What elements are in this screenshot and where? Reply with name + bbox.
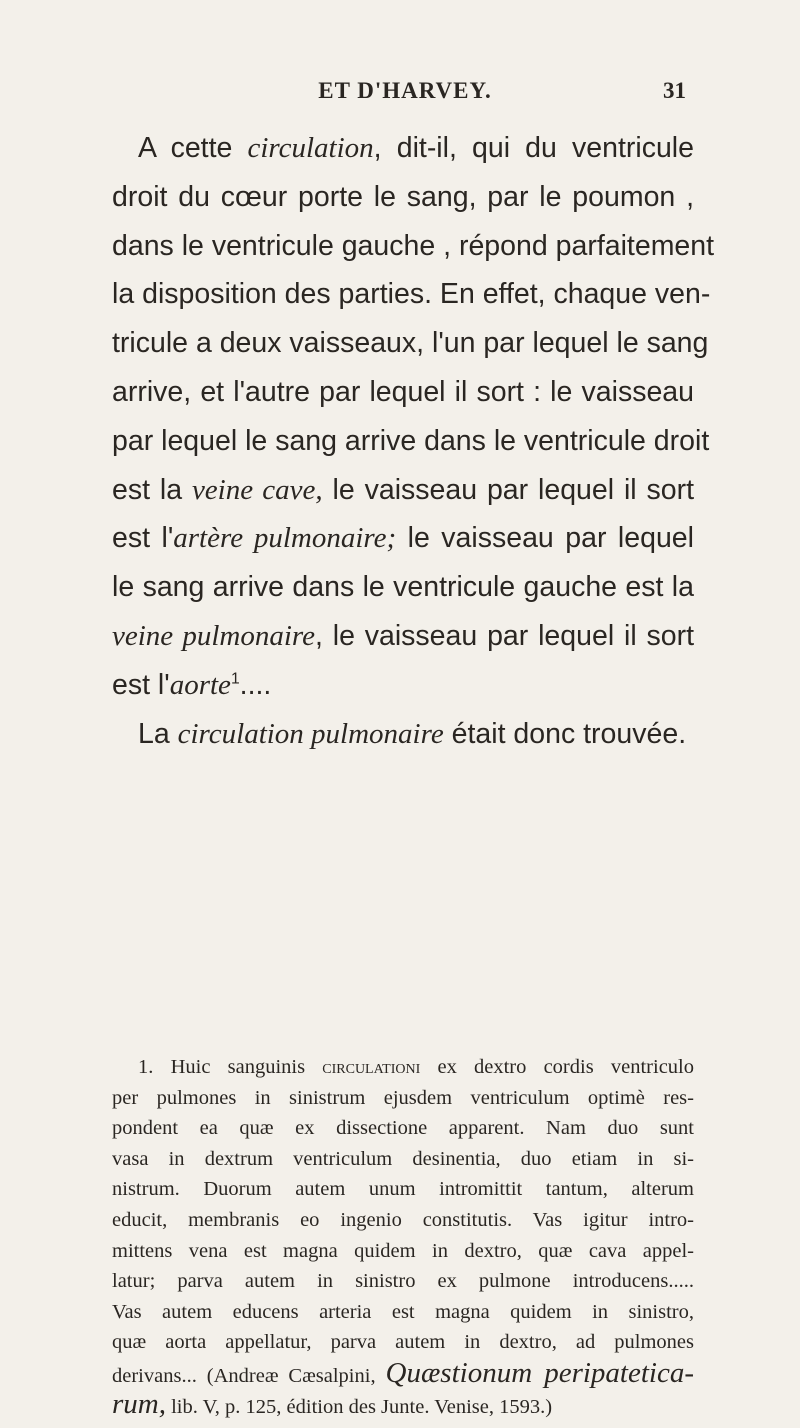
text-line: le sang arrive dans le ventricule gauche est la bbox=[112, 571, 694, 604]
italic-term: veine cave, bbox=[191, 473, 323, 506]
footnote-line: latur; parva autem in sinistro ex pulmone introducens..... bbox=[112, 1270, 694, 1293]
text-line bbox=[112, 514, 694, 563]
text-span: est l' bbox=[112, 668, 170, 701]
page-header bbox=[110, 78, 700, 112]
footnote-line: vasa in dextrum ventriculum desinentia, duo etiam in si- bbox=[112, 1147, 694, 1170]
text-span: était donc trouvée. bbox=[443, 717, 687, 750]
text-span: 1. Huic sanguinis bbox=[138, 1056, 323, 1078]
main-paragraph bbox=[112, 124, 715, 758]
text-span: ex dextro cordis ventriculo bbox=[420, 1056, 694, 1078]
running-title: ET D'HARVEY. bbox=[318, 78, 492, 103]
text-span: lib. V, p. 125, édition des Junte. Venise, 1593.) bbox=[165, 1395, 553, 1418]
text-line bbox=[112, 612, 694, 661]
footnote-line bbox=[112, 1052, 694, 1083]
text-line: arrive, et l'autre par lequel il sort : le vaisseau bbox=[112, 375, 694, 408]
text-span: A cette bbox=[138, 132, 248, 164]
footnote-line bbox=[112, 1358, 694, 1389]
text-line: la disposition des parties. En effet, chaque ven- bbox=[112, 278, 711, 311]
text-line: tricule a deux vaisseaux, l'un par lequel le sang bbox=[112, 327, 709, 360]
text-line bbox=[112, 466, 694, 515]
footnote-line: pondent ea quæ ex dissectione apparent. Nam duo sunt bbox=[112, 1117, 694, 1140]
text-span: , dit-il, qui du ventricule bbox=[373, 132, 694, 164]
footnote-marker: 1 bbox=[230, 670, 240, 688]
text-span: le vaisseau par lequel bbox=[396, 522, 694, 555]
text-span: derivans... (Andreæ Cæsalpini, bbox=[112, 1364, 386, 1387]
text-line bbox=[112, 124, 694, 173]
text-span: le vaisseau par lequel il sort bbox=[322, 473, 694, 506]
small-caps-term: circulationi bbox=[322, 1056, 421, 1078]
footnote bbox=[112, 1052, 694, 1419]
text-line bbox=[112, 710, 694, 759]
page-number: 31 bbox=[663, 78, 686, 103]
footnote-line: mittens vena est magna quidem in dextro, quæ cava appel- bbox=[112, 1239, 694, 1262]
footnote-line: Vas autem educens arteria est magna quidem in sinistro, bbox=[112, 1300, 694, 1323]
text-line bbox=[112, 661, 694, 710]
italic-term: Quæstionum peripatetica- bbox=[385, 1356, 694, 1389]
italic-term: rum, bbox=[112, 1387, 166, 1420]
italic-term: aorte bbox=[169, 668, 231, 701]
footnote-line: per pulmones in sinistrum ejusdem ventriculum optimè res- bbox=[112, 1086, 694, 1109]
text-line: droit du cœur porte le sang, par le poumon , bbox=[112, 180, 694, 213]
italic-term: circulation bbox=[247, 132, 374, 164]
text-span: est l' bbox=[112, 522, 174, 555]
text-line: dans le ventricule gauche , répond parfaitement bbox=[112, 229, 715, 262]
footnote-line bbox=[112, 1389, 694, 1420]
text-span: , le vaisseau par lequel il sort bbox=[314, 619, 694, 652]
footnote-line: educit, membranis eo ingenio constitutis. Vas igitur intro- bbox=[112, 1208, 694, 1231]
text-span: est la bbox=[112, 473, 192, 506]
text-span: .... bbox=[239, 668, 272, 701]
footnote-line: nistrum. Duorum autem unum intromittit tantum, alterum bbox=[112, 1178, 694, 1201]
italic-term: circulation pulmonaire bbox=[177, 717, 444, 750]
italic-term: artère pulmonaire; bbox=[173, 522, 397, 555]
text-line: par lequel le sang arrive dans le ventricule droit bbox=[112, 424, 710, 457]
footnote-line: quæ aorta appellatur, parva autem in dextro, ad pulmones bbox=[112, 1331, 694, 1354]
italic-term: veine pulmonaire bbox=[112, 619, 315, 652]
text-span: La bbox=[138, 717, 178, 750]
